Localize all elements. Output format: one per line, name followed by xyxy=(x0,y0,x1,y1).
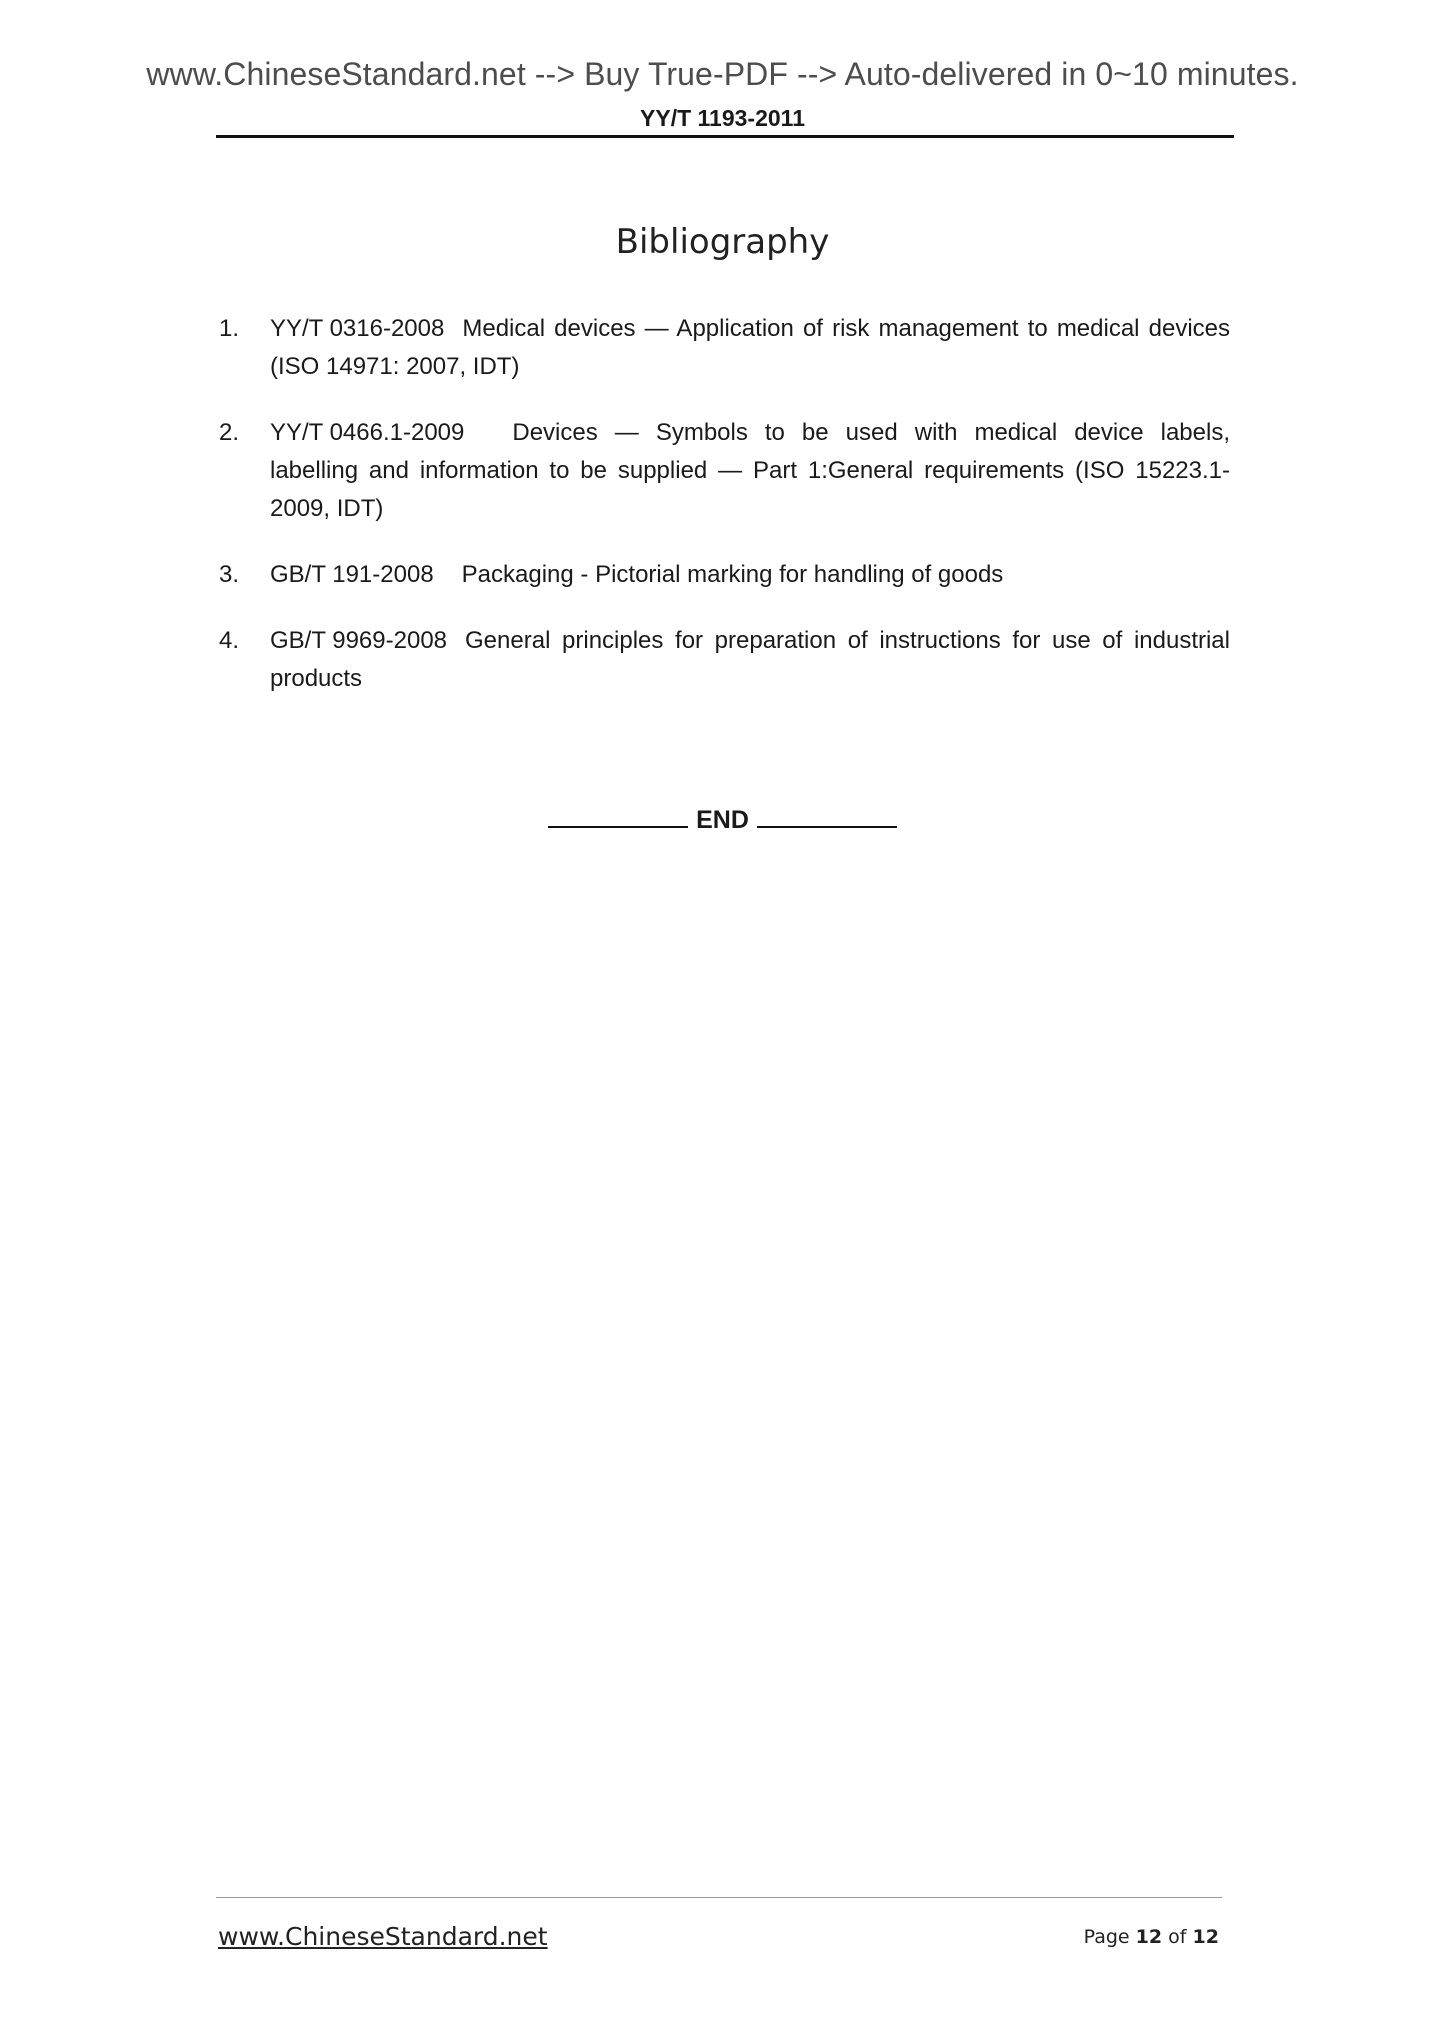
standard-code: GB/T 191-2008 xyxy=(270,561,434,588)
item-number: 1. xyxy=(219,315,240,342)
page-of: of xyxy=(1168,1926,1187,1948)
standard-title: Medical devices — Application of risk management to medical devices (ISO 14971: 2007, IDT) xyxy=(270,315,1230,380)
standard-code: YY/T 0466.1-2009 xyxy=(270,419,465,446)
bibliography-item xyxy=(216,556,1230,594)
standard-title: Packaging - Pictorial marking for handling of goods xyxy=(461,561,1004,588)
standard-title: General principles for preparation of instructions for use of industrial products xyxy=(270,627,1230,692)
page-current: 12 xyxy=(1135,1926,1163,1948)
document-code: YY/T 1193-2011 xyxy=(640,105,805,131)
bibliography-item xyxy=(216,414,1230,528)
end-rule-left xyxy=(548,804,688,828)
standard-code: YY/T 0316-2008 xyxy=(270,315,445,342)
end-marker xyxy=(0,804,1445,835)
standard-code: GB/T 9969-2008 xyxy=(270,627,448,654)
footer-divider xyxy=(216,1897,1222,1898)
item-number: 3. xyxy=(219,561,240,588)
header-divider xyxy=(216,135,1234,138)
bibliography-item xyxy=(216,622,1230,698)
bibliography-item xyxy=(216,310,1230,386)
item-number: 2. xyxy=(219,419,240,446)
standard-title: Devices — Symbols to be used with medical device labels, labelling and information to be supplied — Part 1:General requirements (ISO 15223.1-2009, IDT) xyxy=(270,419,1230,522)
bibliography-list xyxy=(216,310,1230,726)
top-banner: www.ChineseStandard.net --> Buy True-PDF --> Auto-delivered in 0~10 minutes. xyxy=(146,56,1299,92)
item-number: 4. xyxy=(219,627,240,654)
footer-website-link[interactable]: www.ChineseStandard.net xyxy=(218,1922,548,1951)
page-number xyxy=(1084,1926,1219,1948)
page-label: Page xyxy=(1083,1926,1130,1948)
end-rule-right xyxy=(757,804,897,828)
page-total: 12 xyxy=(1192,1926,1219,1948)
page-title: Bibliography xyxy=(615,222,830,262)
end-text: END xyxy=(696,806,749,834)
